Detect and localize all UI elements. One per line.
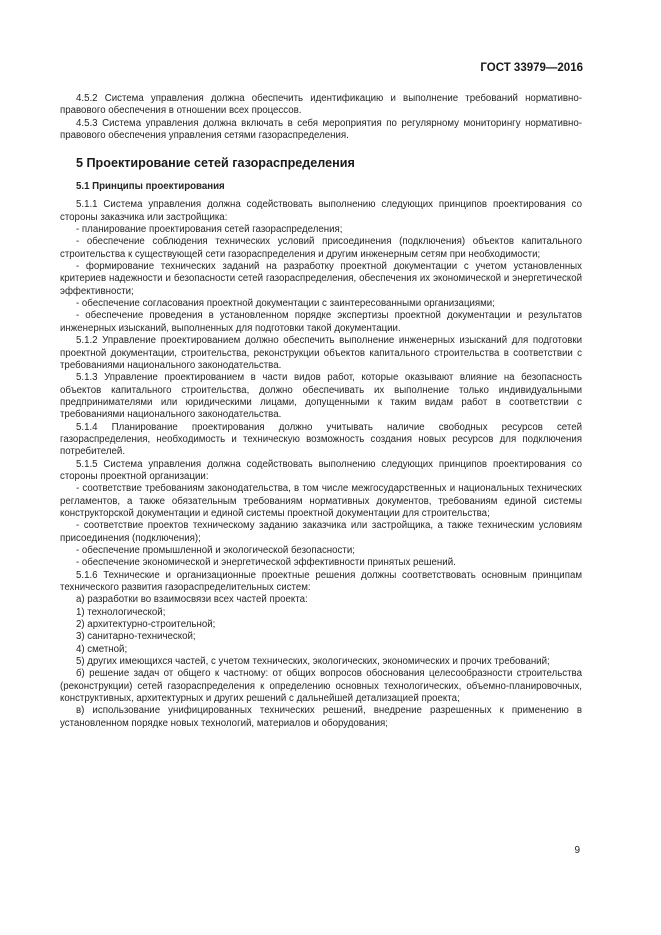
paragraph-5-1-2: 5.1.2 Управление проектированием должно обеспечить выполнение инженерных изысканий для подготовки проектной документации, строительства, реконструкции объектов капитального строительства в соответствии с требованиями национального законодательства. <box>60 335 582 371</box>
list-item: 4) сметной; <box>76 643 128 655</box>
document-header: ГОСТ 33979—2016 <box>480 62 583 74</box>
list-item: - соответствие проектов техническому заданию заказчика или застройщика, а также техническим условиям присоединения (подключения); <box>60 520 582 544</box>
list-item: в) использование унифицированных технических решений, внедрение разрешенных к применению в установленном порядке новых технологий, материалов и оборудования; <box>60 705 582 729</box>
paragraph-5-1-3: 5.1.3 Управление проектированием в части видов работ, которые оказывают влияние на безопасность объектов капитального строительства, должно обеспечивать их выполнение только индивидуальными предпринимателями или юридическими лицами, допущенными к таким видам работ в соответствии с требованиями национального законодательства. <box>60 372 582 421</box>
list-item: - соответствие требованиям законодательства, в том числе межгосударственных и национальных технических регламентов, а также обязательным требованиям нормативных документов, требованиям единой системы конструкторской документации и единой системы проектной документации для строительства; <box>60 483 582 519</box>
paragraph-5-1-6: 5.1.6 Технические и организационные проектные решения должны соответствовать основным принципам технического развития газораспределительных систем: <box>60 569 582 594</box>
subsection-title: 5.1 Принципы проектирования <box>76 181 225 193</box>
document-body <box>60 93 582 730</box>
paragraph-5-1-5: 5.1.5 Система управления должна содействовать выполнению следующих принципов проектирования со стороны проектной организации: <box>60 458 582 482</box>
paragraph-4-5-3: 4.5.3 Система управления должна включать в себя мероприятия по регулярному мониторингу нормативно-правового обеспечения управления сетями газораспределения. <box>60 117 582 142</box>
list-item: б) решение задач от общего к частному: от общих вопросов обоснования целесообразности строительства (реконструкции) сетей газораспределения к определению основных технологических, объемно-планировочных, конструктивных, архитектурных и других решений с дальнейшей детализацией проекта; <box>60 668 582 705</box>
list-item: 2) архитектурно-строительной; <box>76 619 216 631</box>
paragraph-5-1-4: 5.1.4 Планирование проектирования должно учитывать наличие свободных ресурсов сетей газораспределения, необходимость и техническую возможность создания новых ресурсов для подключения потребителей. <box>60 421 582 458</box>
section-title: 5 Проектирование сетей газораспределения <box>76 156 355 171</box>
paragraph-5-1-1: 5.1.1 Система управления должна содействовать выполнению следующих принципов проектирования со стороны заказчика или застройщика: <box>60 199 582 223</box>
page-number: 9 <box>574 845 580 856</box>
list-item: - планирование проектирования сетей газораспределения; <box>76 224 343 236</box>
list-item: 5) других имеющихся частей, с учетом технических, экологических, экономических и прочих требований; <box>76 656 550 668</box>
list-item: 1) технологической; <box>76 606 166 618</box>
list-item: - обеспечение промышленной и экологической безопасности; <box>76 545 355 556</box>
list-item: а) разработки во взаимосвязи всех частей проекта: <box>76 594 308 606</box>
list-item: - обеспечение экономической и энергетической эффективности принятых решений. <box>76 557 456 569</box>
list-item: - обеспечение согласования проектной документации с заинтересованными организациями; <box>76 298 495 310</box>
list-item: - обеспечение проведения в установленном порядке экспертизы проектной документации и результатов инженерных изысканий, выполненных для подготовки такой документации. <box>60 310 582 334</box>
list-item: - формирование технических заданий на разработку проектной документации с учетом установленных критериев надежности и безопасности сетей газораспределения, обеспечения их экономической и энергетической эффективности; <box>60 261 582 297</box>
list-item: 3) санитарно-технической; <box>76 631 196 643</box>
paragraph-4-5-2: 4.5.2 Система управления должна обеспечить идентификацию и выполнение требований нормативно-правового обеспечения в отношении всех процессов. <box>60 93 582 117</box>
list-item: - обеспечение соблюдения технических условий присоединения (подключения) объектов капитального строительства к существующей сети газораспределения и другим инженерным сетям при необходимости; <box>60 236 582 260</box>
